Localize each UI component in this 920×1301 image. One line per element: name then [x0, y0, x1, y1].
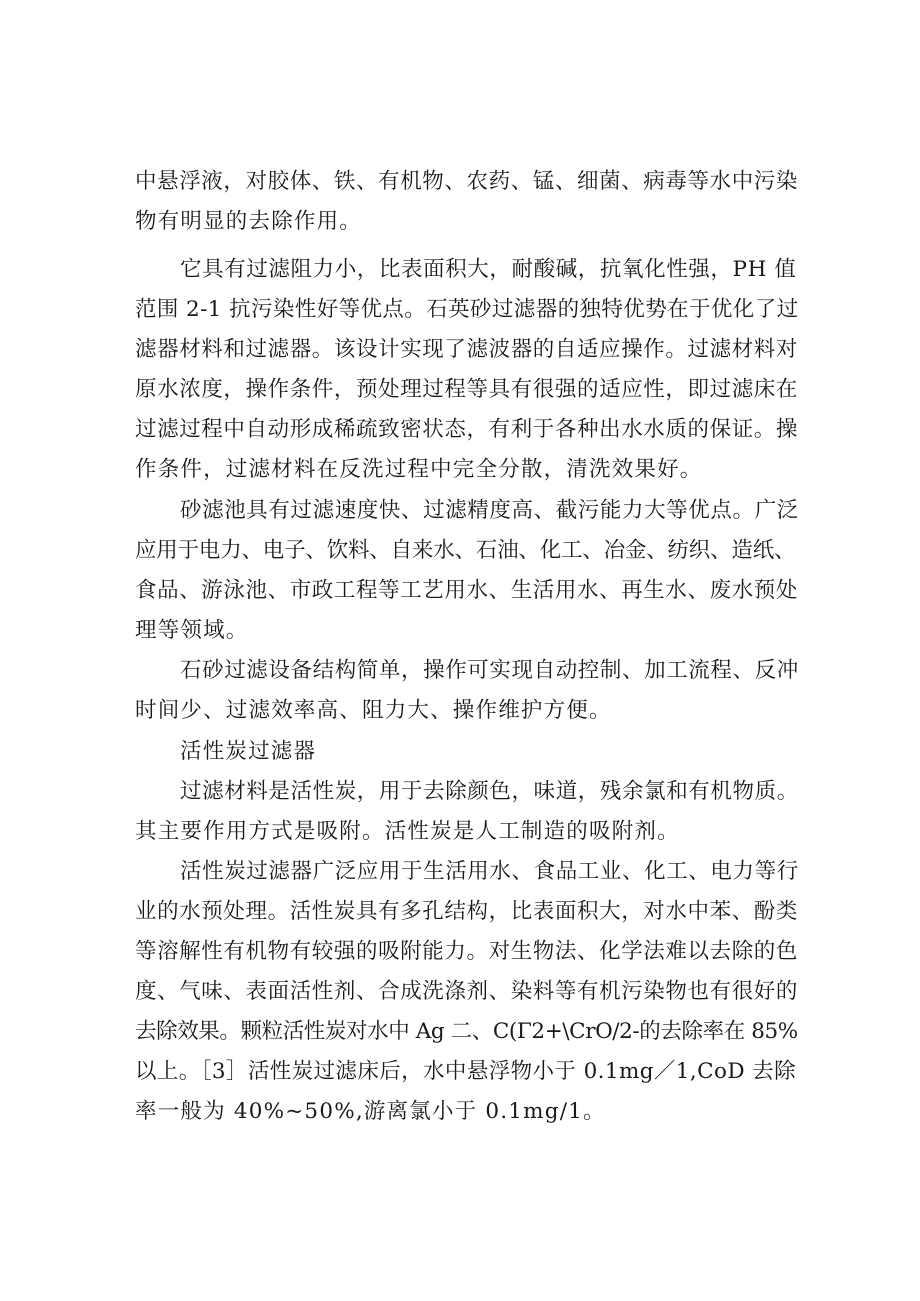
paragraph-start-line: 活性炭过滤器广泛应用于生活用水、食品工业、化工、电力等行 [180, 859, 799, 884]
text-line: 理等领域。 [135, 618, 249, 643]
text-line: 作条件，过滤材料在反洗过程中完全分散，清洗效果好。 [135, 457, 703, 482]
text-line: 以上。［3］活性炭过滤床后，水中悬浮物小于 0.1mg／1,CoD 去除 [135, 1059, 796, 1084]
paragraph-start-line: 石砂过滤设备结构简单，操作可实现自动控制、加工流程、反冲 [180, 658, 799, 683]
text-line: 时间少、过滤效率高、阻力大、操作维护方便。 [135, 698, 612, 723]
paragraph-start-line: 它具有过滤阻力小，比表面积大，耐酸碱，抗氧化性强，PH 值 [180, 257, 797, 282]
section-heading: 活性炭过滤器 [180, 739, 317, 764]
text-line: 范围 2-1 抗污染性好等优点。石英砂过滤器的独特优势在于优化了过 [135, 297, 799, 322]
text-line: 等溶解性有机物有较强的吸附能力。对生物法、化学法难以去除的色 [135, 939, 799, 964]
text-line: 物有明显的去除作用。 [135, 209, 363, 234]
text-line: 去除效果。颗粒活性炭对水中 Ag 二、C(Γ2+\CrO/2-的去除率在 85% [135, 1019, 798, 1044]
text-line: 原水浓度，操作条件，预处理过程等具有很强的适应性，即过滤床在 [135, 377, 799, 402]
text-line: 率一般为 40%~50%,游离氯小于 0.1mg/1。 [135, 1099, 606, 1124]
text-line: 其主要作用方式是吸附。活性炭是人工制造的吸附剂。 [135, 819, 680, 844]
text-line: 业的水预处理。活性炭具有多孔结构，比表面积大，对水中苯、酚类 [135, 899, 799, 924]
text-line: 过滤过程中自动形成稀疏致密状态，有利于各种出水水质的保证。操 [135, 417, 799, 442]
text-line: 中悬浮液，对胶体、铁、有机物、农药、锰、细菌、病毒等水中污染 [135, 169, 799, 194]
text-line: 食品、游泳池、市政工程等工艺用水、生活用水、再生水、废水预处 [135, 578, 799, 603]
paragraph-start-line: 过滤材料是活性炭，用于去除颜色，味道，残余氯和有机物质。 [180, 779, 799, 804]
text-line: 度、气味、表面活性剂、合成洗涤剂、染料等有机污染物也有很好的 [135, 979, 799, 1004]
text-line: 滤器材料和过滤器。该设计实现了滤波器的自适应操作。过滤材料对 [135, 337, 799, 362]
text-line: 应用于电力、电子、饮料、自来水、石油、化工、冶金、纺织、造纸、 [135, 538, 796, 563]
paragraph-start-line: 砂滤池具有过滤速度快、过滤精度高、截污能力大等优点。广泛 [180, 498, 799, 523]
